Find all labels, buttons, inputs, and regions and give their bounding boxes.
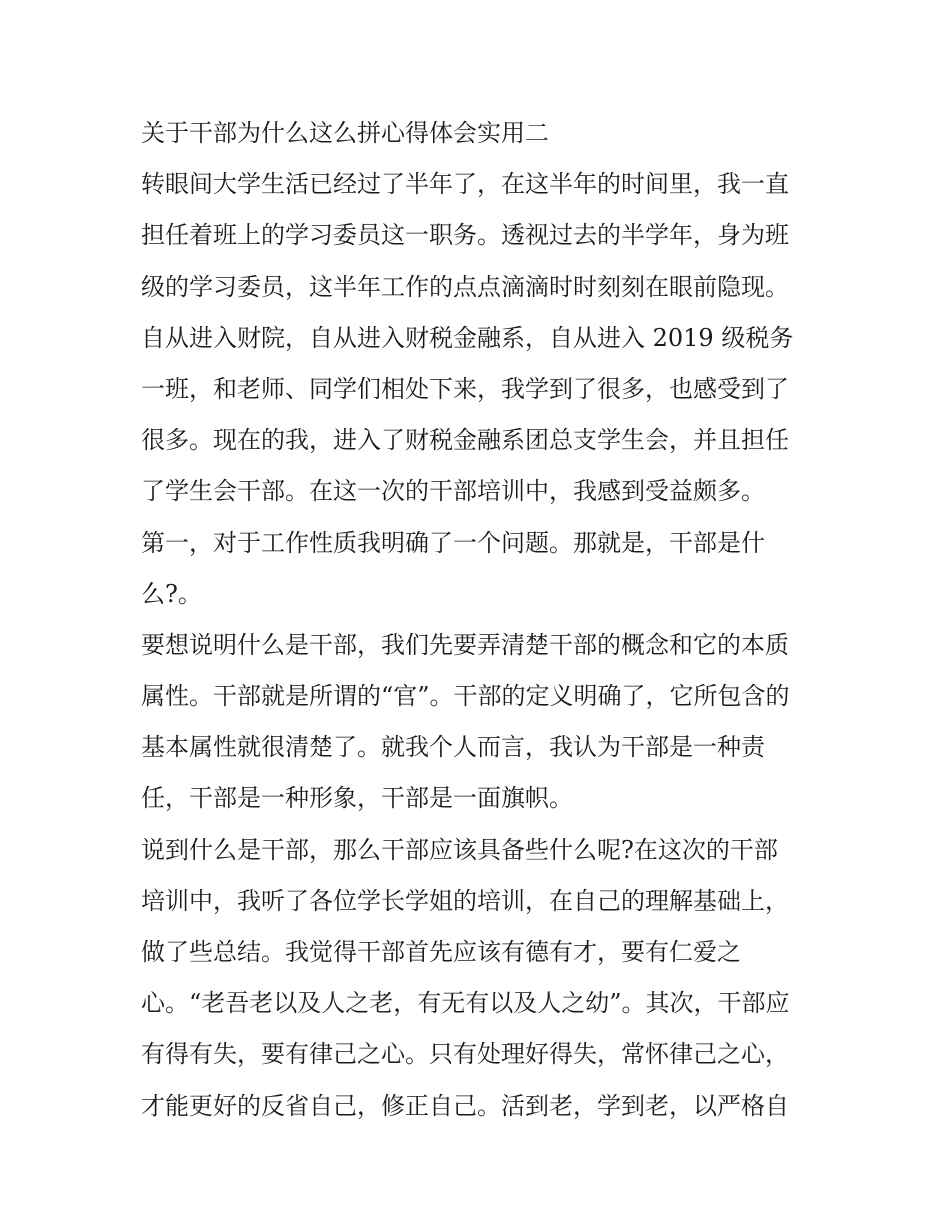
text-line: 第一，对于工作性质我明确了一个问题。那就是，干部是什 (141, 528, 765, 557)
text-line: 做了些总结。我觉得干部首先应该有德有才，要有仁爱之 (141, 938, 741, 966)
text-line: 要想说明什么是干部，我们先要弄清楚干部的概念和它的本质 (141, 630, 789, 659)
text-line: 转眼间大学生活已经过了半年了，在这半年的时间里，我一直 (141, 170, 789, 199)
text-line: 任，干部是一种形象，干部是一面旗帜。 (141, 784, 573, 813)
text-line: 说到什么是干部，那么干部应该具备些什么呢?在这次的干部 (141, 835, 778, 864)
document-title: 关于干部为什么这么拼心得体会实用二 (141, 119, 549, 147)
text-line: 心。“老吾老以及人之老，有无有以及人之幼”。其次，干部应 (141, 989, 790, 1018)
text-line: 有得有失，要有律己之心。只有处理好得失，常怀律己之心， (141, 1040, 789, 1069)
text-line: 担任着班上的学习委员这一职务。透视过去的半学年，身为班 (141, 221, 789, 250)
text-line: 自从进入财院，自从进入财税金融系，自从进入 2019 级税务 (141, 323, 794, 352)
text-line: 才能更好的反省自己，修正自己。活到老，学到老，以严格自 (141, 1091, 789, 1120)
text-line: 培训中，我听了各位学长学姐的培训，在自己的理解基础上， (141, 886, 789, 915)
text-line: 属性。干部就是所谓的“官”。干部的定义明确了，它所包含的 (141, 682, 790, 711)
text-line: 一班，和老师、同学们相处下来，我学到了很多，也感受到了 (141, 374, 789, 403)
text-line: 级的学习委员，这半年工作的点点滴滴时时刻刻在眼前隐现。 (141, 272, 789, 301)
text-line: 基本属性就很清楚了。就我个人而言，我认为干部是一种责 (141, 733, 765, 762)
text-line: 很多。现在的我，进入了财税金融系团总支学生会，并且担任 (141, 426, 789, 455)
text-line: 了学生会干部。在这一次的干部培训中，我感到受益颇多。 (141, 477, 765, 506)
document-body (141, 108, 821, 1132)
text-line: 么?。 (141, 579, 202, 608)
